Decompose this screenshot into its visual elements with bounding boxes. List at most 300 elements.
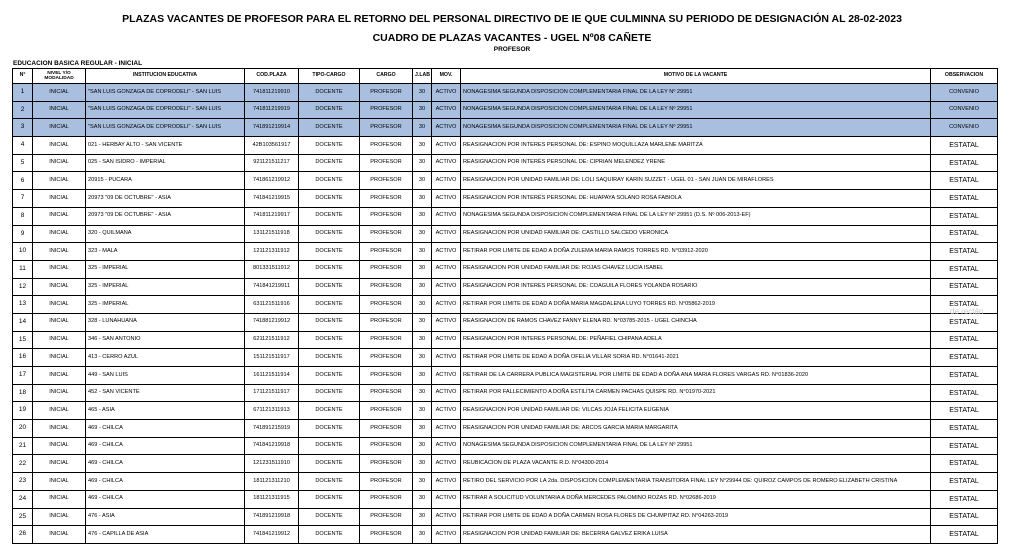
cell-cargo: PROFESOR (360, 526, 413, 544)
cell-jlab: 30 (413, 296, 432, 314)
header-mov: MOV. (432, 69, 461, 84)
cell-number: 21 (13, 437, 33, 455)
cell-nivel: INICIAL (33, 473, 86, 491)
header-motivo: MOTIVO DE LA VACANTE (461, 69, 931, 84)
cell-cargo: PROFESOR (360, 402, 413, 420)
cell-motivo: NONAGESIMA SEGUNDA DISPOSICION COMPLEMENTARIA FINAL DE LA LEY Nº 29951 (461, 119, 931, 137)
cell-mov: ACTIVO (432, 349, 461, 367)
cell-institucion: 346 - SAN ANTONIO (86, 331, 245, 349)
cell-cargo: PROFESOR (360, 384, 413, 402)
cell-institucion: 20973 "09 DE OCTUBRE" - ASIA (86, 207, 245, 225)
cell-cargo: PROFESOR (360, 420, 413, 438)
cell-jlab: 30 (413, 190, 432, 208)
cell-number: 14 (13, 313, 33, 331)
cell-cod-plaza: 131121511918 (245, 225, 299, 243)
cell-jlab: 30 (413, 101, 432, 119)
cell-nivel: INICIAL (33, 243, 86, 261)
cell-jlab: 30 (413, 367, 432, 385)
cell-nivel: INICIAL (33, 420, 86, 438)
cell-institucion: 469 - CHILCA (86, 420, 245, 438)
table-row (13, 490, 998, 508)
cell-tipo-cargo: DOCENTE (299, 260, 360, 278)
cell-institucion: "SAN LUIS GONZAGA DE COPRODELI" - SAN LUIS (86, 119, 245, 137)
header-ie: INSTITUCION EDUCATIVA (86, 69, 245, 84)
cell-tipo-cargo: DOCENTE (299, 455, 360, 473)
cell-cargo: PROFESOR (360, 296, 413, 314)
cell-mov: ACTIVO (432, 84, 461, 102)
cell-nivel: INICIAL (33, 207, 86, 225)
cell-number: 11 (13, 260, 33, 278)
cell-tipo-cargo: DOCENTE (299, 490, 360, 508)
cell-motivo: REASIGNACION POR UNIDAD FAMILIAR DE: VILCAS JOJA FELICITA EUGENIA (461, 402, 931, 420)
header-tipo: TIPO-CARGO (299, 69, 360, 84)
cell-institucion: 452 - SAN VICENTE (86, 384, 245, 402)
cell-cargo: PROFESOR (360, 349, 413, 367)
cell-nivel: INICIAL (33, 367, 86, 385)
cell-observacion: ESTATAL (931, 137, 998, 155)
cell-tipo-cargo: DOCENTE (299, 207, 360, 225)
cell-cod-plaza: 741811219919 (245, 101, 299, 119)
cell-motivo: RETIRAR A SOLICITUD VOLUNTARIA A DOÑA MERCEDES PALOMINO ROZAS RD. N°02686-2019 (461, 490, 931, 508)
cell-observacion: ESTATAL (931, 490, 998, 508)
cell-cod-plaza: 741891215919 (245, 420, 299, 438)
table-row (13, 455, 998, 473)
cell-motivo: NONAGESIMA SEGUNDA DISPOSICION COMPLEMENTARIA FINAL DE LA LEY Nº 29951 (461, 101, 931, 119)
cell-jlab: 30 (413, 420, 432, 438)
cell-number: 19 (13, 402, 33, 420)
cell-cargo: PROFESOR (360, 508, 413, 526)
cell-tipo-cargo: DOCENTE (299, 508, 360, 526)
cell-jlab: 30 (413, 172, 432, 190)
table-row (13, 526, 998, 544)
cell-motivo: NONAGESIMA SEGUNDA DISPOSICION COMPLEMENTARIA FINAL DE LA LEY Nº 29951 (D.S. Nº 006-2013-EF) (461, 207, 931, 225)
cell-observacion: ESTATAL (931, 402, 998, 420)
cell-cod-plaza: 671121311913 (245, 402, 299, 420)
cell-mov: ACTIVO (432, 420, 461, 438)
table-header-row (13, 69, 998, 84)
vacancies-table (12, 68, 998, 544)
cell-jlab: 30 (413, 473, 432, 491)
cell-motivo: REASIGNACION POR INTERES PERSONAL DE: ESPINO MOQUILLAZA MARLENE MARITZA (461, 137, 931, 155)
cell-jlab: 30 (413, 225, 432, 243)
cell-jlab: 30 (413, 260, 432, 278)
cell-observacion: ESTATAL (931, 296, 998, 314)
cell-institucion: "SAN LUIS GONZAGA DE COPRODELI" - SAN LUIS (86, 84, 245, 102)
cell-observacion: ESTATAL (931, 455, 998, 473)
cell-tipo-cargo: DOCENTE (299, 313, 360, 331)
cell-number: 10 (13, 243, 33, 261)
cell-cod-plaza: 741841219915 (245, 190, 299, 208)
cell-number: 6 (13, 172, 33, 190)
cell-cod-plaza: 181121311915 (245, 490, 299, 508)
cell-tipo-cargo: DOCENTE (299, 137, 360, 155)
header-jlab: J.LAB (413, 69, 432, 84)
cell-institucion: 20973 "09 DE OCTUBRE" - ASIA (86, 190, 245, 208)
cell-motivo: RETIRAR POR FALLECIMIENTO A DOÑA ESTILITA CARMEN PACHAS QUISPE RD. N°01970-2021 (461, 384, 931, 402)
cell-motivo: NONAGESIMA SEGUNDA DISPOSICION COMPLEMENTARIA FINAL DE LA LEY Nº 29951 (461, 437, 931, 455)
cell-cargo: PROFESOR (360, 367, 413, 385)
cell-motivo: RETIRAR POR LIMITE DE EDAD A DOÑA CARMEN ROSA FLORES DE CHUMPITAZ RD. N°04263-2019 (461, 508, 931, 526)
cell-observacion: ESTATAL (931, 349, 998, 367)
header-nivel: NIVEL Y/O MODALIDAD (33, 69, 86, 84)
cell-mov: ACTIVO (432, 331, 461, 349)
table-row (13, 384, 998, 402)
cell-jlab: 30 (413, 243, 432, 261)
cell-tipo-cargo: DOCENTE (299, 101, 360, 119)
cell-jlab: 30 (413, 313, 432, 331)
cell-nivel: INICIAL (33, 402, 86, 420)
cell-motivo: RETIRO DEL SERVICIO POR LA 2da. DISPOSICION COMPLEMENTARIA TRANSITORIA FINAL LEY N°29944 DE: QUIROZ CAMPOS DE ROMERO ELIZABETH CRISTINA (461, 473, 931, 491)
cell-motivo: REASIGNACION POR INTERÉS PERSONAL DE: CIPRIAN MELENDEZ YRENE (461, 154, 931, 172)
cell-tipo-cargo: DOCENTE (299, 349, 360, 367)
cell-tipo-cargo: DOCENTE (299, 526, 360, 544)
table-row (13, 84, 998, 102)
cell-cod-plaza: 741891219918 (245, 508, 299, 526)
table-row (13, 508, 998, 526)
cell-observacion: CONVENIO (931, 84, 998, 102)
table-row (13, 154, 998, 172)
document-role: PROFESOR (493, 46, 531, 53)
cell-observacion: ESTATAL (931, 190, 998, 208)
cell-jlab: 30 (413, 508, 432, 526)
cell-cargo: PROFESOR (360, 278, 413, 296)
cell-jlab: 30 (413, 331, 432, 349)
cell-tipo-cargo: DOCENTE (299, 278, 360, 296)
cell-number: 26 (13, 526, 33, 544)
cell-tipo-cargo: DOCENTE (299, 154, 360, 172)
table-row (13, 225, 998, 243)
cell-cod-plaza: 621121511912 (245, 331, 299, 349)
table-row (13, 331, 998, 349)
cell-mov: ACTIVO (432, 101, 461, 119)
cell-institucion: 413 - CERRO AZUL (86, 349, 245, 367)
cell-observacion: ESTATAL (931, 384, 998, 402)
section-label: EDUCACION BASICA REGULAR - INICIAL (13, 60, 143, 67)
cell-cargo: PROFESOR (360, 437, 413, 455)
cell-cargo: PROFESOR (360, 137, 413, 155)
cell-institucion: 20915 - PUCARA (86, 172, 245, 190)
cell-nivel: INICIAL (33, 349, 86, 367)
cell-mov: ACTIVO (432, 313, 461, 331)
cell-institucion: 469 - CHILCA (86, 455, 245, 473)
cell-nivel: INICIAL (33, 526, 86, 544)
cell-jlab: 30 (413, 119, 432, 137)
cell-cod-plaza: 121231511910 (245, 455, 299, 473)
table-row (13, 437, 998, 455)
cell-observacion: ESTATAL (931, 278, 998, 296)
cell-number: 24 (13, 490, 33, 508)
cell-institucion: 476 - ASIA (86, 508, 245, 526)
cell-cod-plaza: 921121511217 (245, 154, 299, 172)
cell-motivo: RETIRAR POR LIMITE DE EDAD A DOÑA MARIA MAGDALENA LUYO TORRES RD. N°05862-2019 (461, 296, 931, 314)
cell-number: 15 (13, 331, 33, 349)
table-row (13, 190, 998, 208)
cell-mov: ACTIVO (432, 473, 461, 491)
cell-mov: ACTIVO (432, 154, 461, 172)
cell-number: 3 (13, 119, 33, 137)
cell-institucion: 449 - SAN LUIS (86, 367, 245, 385)
table-row (13, 367, 998, 385)
cell-number: 18 (13, 384, 33, 402)
table-row (13, 349, 998, 367)
table-row (13, 260, 998, 278)
cell-nivel: INICIAL (33, 331, 86, 349)
cell-cod-plaza: 181121311210 (245, 473, 299, 491)
cell-mov: ACTIVO (432, 207, 461, 225)
cell-jlab: 30 (413, 137, 432, 155)
cell-nivel: INICIAL (33, 84, 86, 102)
cell-observacion: ESTATAL (931, 367, 998, 385)
cell-cod-plaza: 741891219914 (245, 119, 299, 137)
cell-jlab: 30 (413, 402, 432, 420)
cell-tipo-cargo: DOCENTE (299, 296, 360, 314)
cell-mov: ACTIVO (432, 384, 461, 402)
table-row (13, 420, 998, 438)
cell-motivo: RETIRAR POR LIMITE DE EDAD A DOÑA ZULEMA MARIA RAMOS TORRES RD. N°03912-2020 (461, 243, 931, 261)
cell-mov: ACTIVO (432, 296, 461, 314)
cell-nivel: INICIAL (33, 260, 86, 278)
cell-cod-plaza: 171121511917 (245, 384, 299, 402)
cell-jlab: 30 (413, 349, 432, 367)
cell-motivo: NONAGESIMA SEGUNDA DISPOSICION COMPLEMENTARIA FINAL DE LA LEY Nº 29951 (461, 84, 931, 102)
cell-mov: ACTIVO (432, 260, 461, 278)
cell-observacion: ESTATAL (931, 420, 998, 438)
header-cargo: CARGO (360, 69, 413, 84)
cell-tipo-cargo: DOCENTE (299, 437, 360, 455)
table-row (13, 473, 998, 491)
cell-cod-plaza: 741841219911 (245, 278, 299, 296)
cell-motivo: REASIGNACION POR INTERÉS PERSONAL DE: HUAPAYA SOLANO ROSA FABIOLA (461, 190, 931, 208)
cell-institucion: 469 - CHILCA (86, 437, 245, 455)
cell-cod-plaza: 741841219918 (245, 437, 299, 455)
cell-nivel: INICIAL (33, 154, 86, 172)
cell-tipo-cargo: DOCENTE (299, 402, 360, 420)
cell-nivel: INICIAL (33, 384, 86, 402)
cell-observacion: ESTATAL (931, 207, 998, 225)
cell-cargo: PROFESOR (360, 119, 413, 137)
cell-cod-plaza: 161121511914 (245, 367, 299, 385)
cell-cargo: PROFESOR (360, 313, 413, 331)
header-n: N° (13, 69, 33, 84)
cell-mov: ACTIVO (432, 172, 461, 190)
cell-tipo-cargo: DOCENTE (299, 172, 360, 190)
cell-mov: ACTIVO (432, 526, 461, 544)
cell-number: 22 (13, 455, 33, 473)
cell-institucion: 465 - ASIA (86, 402, 245, 420)
table-row (13, 172, 998, 190)
cell-nivel: INICIAL (33, 101, 86, 119)
cell-tipo-cargo: DOCENTE (299, 225, 360, 243)
cell-mov: ACTIVO (432, 190, 461, 208)
cell-institucion: 469 - CHILCA (86, 490, 245, 508)
cell-jlab: 30 (413, 455, 432, 473)
faint-overlay-text: de rectán (950, 307, 984, 316)
cell-motivo: REASIGNACION POR UNIDAD FAMILIAR DE: ROJAS CHAVEZ LUCIA ISABEL (461, 260, 931, 278)
cell-number: 12 (13, 278, 33, 296)
cell-motivo: REASIGNACION POR UNIDAD FAMILIAR DE: ARCOS GARCIA MARIA MARGARITA (461, 420, 931, 438)
cell-cargo: PROFESOR (360, 207, 413, 225)
cell-mov: ACTIVO (432, 278, 461, 296)
cell-cargo: PROFESOR (360, 84, 413, 102)
cell-institucion: 476 - CAPILLA DE ASIA (86, 526, 245, 544)
cell-nivel: INICIAL (33, 437, 86, 455)
cell-cargo: PROFESOR (360, 490, 413, 508)
cell-tipo-cargo: DOCENTE (299, 243, 360, 261)
cell-tipo-cargo: DOCENTE (299, 190, 360, 208)
cell-observacion: ESTATAL (931, 260, 998, 278)
cell-cargo: PROFESOR (360, 243, 413, 261)
cell-institucion: 328 - LUNAHUANA (86, 313, 245, 331)
cell-observacion: ESTATAL (931, 437, 998, 455)
cell-nivel: INICIAL (33, 278, 86, 296)
cell-motivo: REASIGNACION POR UNIDAD FAMILIAR DE: LOLI SAQUIRAY KARIN SUZZET - UGEL 01 - SAN JUAN DE MIRAFLORES (461, 172, 931, 190)
cell-cargo: PROFESOR (360, 190, 413, 208)
cell-nivel: INICIAL (33, 313, 86, 331)
cell-motivo: REASIGNACION POR UNIDAD FAMILIAR DE: CASTILLO SALCEDO VERONICA (461, 225, 931, 243)
cell-number: 1 (13, 84, 33, 102)
cell-observacion: ESTATAL (931, 331, 998, 349)
cell-institucion: 021 - HERBAY ALTO - SAN VICENTE (86, 137, 245, 155)
cell-observacion: ESTATAL (931, 225, 998, 243)
cell-observacion: ESTATAL (931, 473, 998, 491)
cell-motivo: RETIRAR DE LA CARRERA PUBLICA MAGISTERIAL POR LIMITE DE EDAD A DOÑA ANA MARIA FLORES VARGAS RD. N°01836-2020 (461, 367, 931, 385)
cell-institucion: 025 - SAN ISIDRO - IMPERIAL (86, 154, 245, 172)
cell-cod-plaza: 801331511912 (245, 260, 299, 278)
cell-motivo: REASIGNACION DE RAMOS CHAVEZ FANNY ELENA RD. N°03785-2015 - UGEL CHINCHA (461, 313, 931, 331)
cell-cargo: PROFESOR (360, 154, 413, 172)
cell-number: 2 (13, 101, 33, 119)
cell-motivo: REASIGNACION POR INTERES PERSONAL DE: PEÑAFIEL CHIPANA ADELA (461, 331, 931, 349)
cell-cod-plaza: 741861219912 (245, 172, 299, 190)
cell-motivo: REASIGNACION POR UNIDAD FAMILIAR DE: BECERRA GALVEZ ERIKA LUISA (461, 526, 931, 544)
cell-mov: ACTIVO (432, 455, 461, 473)
cell-cod-plaza: 741811219917 (245, 207, 299, 225)
cell-mov: ACTIVO (432, 437, 461, 455)
cell-motivo: REUBICACION DE PLAZA VACANTE R.D. N°04300-2014 (461, 455, 931, 473)
cell-observacion: ESTATAL (931, 526, 998, 544)
cell-number: 16 (13, 349, 33, 367)
cell-tipo-cargo: DOCENTE (299, 331, 360, 349)
cell-cargo: PROFESOR (360, 331, 413, 349)
cell-jlab: 30 (413, 490, 432, 508)
cell-institucion: 323 - MALA (86, 243, 245, 261)
cell-tipo-cargo: DOCENTE (299, 84, 360, 102)
cell-number: 23 (13, 473, 33, 491)
cell-institucion: 325 - IMPERIAL (86, 296, 245, 314)
table-row (13, 119, 998, 137)
cell-cod-plaza: 741881219912 (245, 313, 299, 331)
cell-mov: ACTIVO (432, 119, 461, 137)
cell-jlab: 30 (413, 384, 432, 402)
cell-number: 4 (13, 137, 33, 155)
cell-jlab: 30 (413, 154, 432, 172)
cell-observacion: CONVENIO (931, 101, 998, 119)
cell-mov: ACTIVO (432, 508, 461, 526)
cell-nivel: INICIAL (33, 137, 86, 155)
cell-number: 8 (13, 207, 33, 225)
cell-cod-plaza: 741811219910 (245, 84, 299, 102)
cell-observacion: ESTATAL (931, 154, 998, 172)
cell-mov: ACTIVO (432, 225, 461, 243)
cell-institucion: 469 - CHILCA (86, 473, 245, 491)
table-row (13, 207, 998, 225)
cell-cod-plaza: 741841219912 (245, 526, 299, 544)
cell-number: 7 (13, 190, 33, 208)
cell-institucion: 320 - QUILMANA (86, 225, 245, 243)
cell-jlab: 30 (413, 207, 432, 225)
cell-number: 5 (13, 154, 33, 172)
table-row (13, 296, 998, 314)
cell-cargo: PROFESOR (360, 260, 413, 278)
cell-cod-plaza: 121121311912 (245, 243, 299, 261)
table-row (13, 137, 998, 155)
cell-motivo: RETIRAR POR LIMITE DE EDAD A DOÑA OFELIA VILLAR SORIA RD. N°01641-2021 (461, 349, 931, 367)
cell-observacion: ESTATAL (931, 172, 998, 190)
cell-mov: ACTIVO (432, 243, 461, 261)
cell-cod-plaza: 151121511917 (245, 349, 299, 367)
cell-institucion: 325 - IMPERIAL (86, 260, 245, 278)
cell-jlab: 30 (413, 526, 432, 544)
cell-tipo-cargo: DOCENTE (299, 420, 360, 438)
cell-tipo-cargo: DOCENTE (299, 367, 360, 385)
cell-jlab: 30 (413, 437, 432, 455)
cell-cod-plaza: 631121511916 (245, 296, 299, 314)
cell-mov: ACTIVO (432, 490, 461, 508)
cell-mov: ACTIVO (432, 137, 461, 155)
cell-number: 13 (13, 296, 33, 314)
table-row (13, 313, 998, 331)
cell-nivel: INICIAL (33, 455, 86, 473)
cell-nivel: INICIAL (33, 172, 86, 190)
cell-tipo-cargo: DOCENTE (299, 119, 360, 137)
cell-motivo: REASIGNACION POR INTERES PERSONAL DE: COAGUILA FLORES YOLANDA ROSARIO (461, 278, 931, 296)
cell-nivel: INICIAL (33, 190, 86, 208)
cell-number: 17 (13, 367, 33, 385)
cell-number: 9 (13, 225, 33, 243)
cell-tipo-cargo: DOCENTE (299, 384, 360, 402)
cell-institucion: 325 - IMPERIAL (86, 278, 245, 296)
cell-mov: ACTIVO (432, 367, 461, 385)
cell-observacion: CONVENIO (931, 119, 998, 137)
cell-observacion: ESTATAL (931, 313, 998, 331)
cell-tipo-cargo: DOCENTE (299, 473, 360, 491)
cell-cargo: PROFESOR (360, 225, 413, 243)
cell-observacion: ESTATAL (931, 243, 998, 261)
table-row (13, 402, 998, 420)
header-obs: OBSERVACION (931, 69, 998, 84)
cell-nivel: INICIAL (33, 508, 86, 526)
cell-mov: ACTIVO (432, 402, 461, 420)
document-title: PLAZAS VACANTES DE PROFESOR PARA EL RETORNO DEL PERSONAL DIRECTIVO DE IE QUE CULMINNA SU PERIODO DE DESIGNACIÓN AL 28-02-2023 (122, 13, 902, 25)
cell-nivel: INICIAL (33, 296, 86, 314)
cell-nivel: INICIAL (33, 225, 86, 243)
cell-observacion: ESTATAL (931, 508, 998, 526)
header-cod: COD.PLAZA (245, 69, 299, 84)
cell-cargo: PROFESOR (360, 473, 413, 491)
table-row (13, 101, 998, 119)
cell-cargo: PROFESOR (360, 101, 413, 119)
cell-jlab: 30 (413, 278, 432, 296)
cell-cargo: PROFESOR (360, 455, 413, 473)
document-subtitle: CUADRO DE PLAZAS VACANTES - UGEL Nº08 CAÑETE (372, 32, 652, 44)
cell-institucion: "SAN LUIS GONZAGA DE COPRODELI" - SAN LUIS (86, 101, 245, 119)
cell-number: 20 (13, 420, 33, 438)
cell-jlab: 30 (413, 84, 432, 102)
cell-number: 25 (13, 508, 33, 526)
cell-nivel: INICIAL (33, 490, 86, 508)
cell-nivel: INICIAL (33, 119, 86, 137)
table-row (13, 278, 998, 296)
